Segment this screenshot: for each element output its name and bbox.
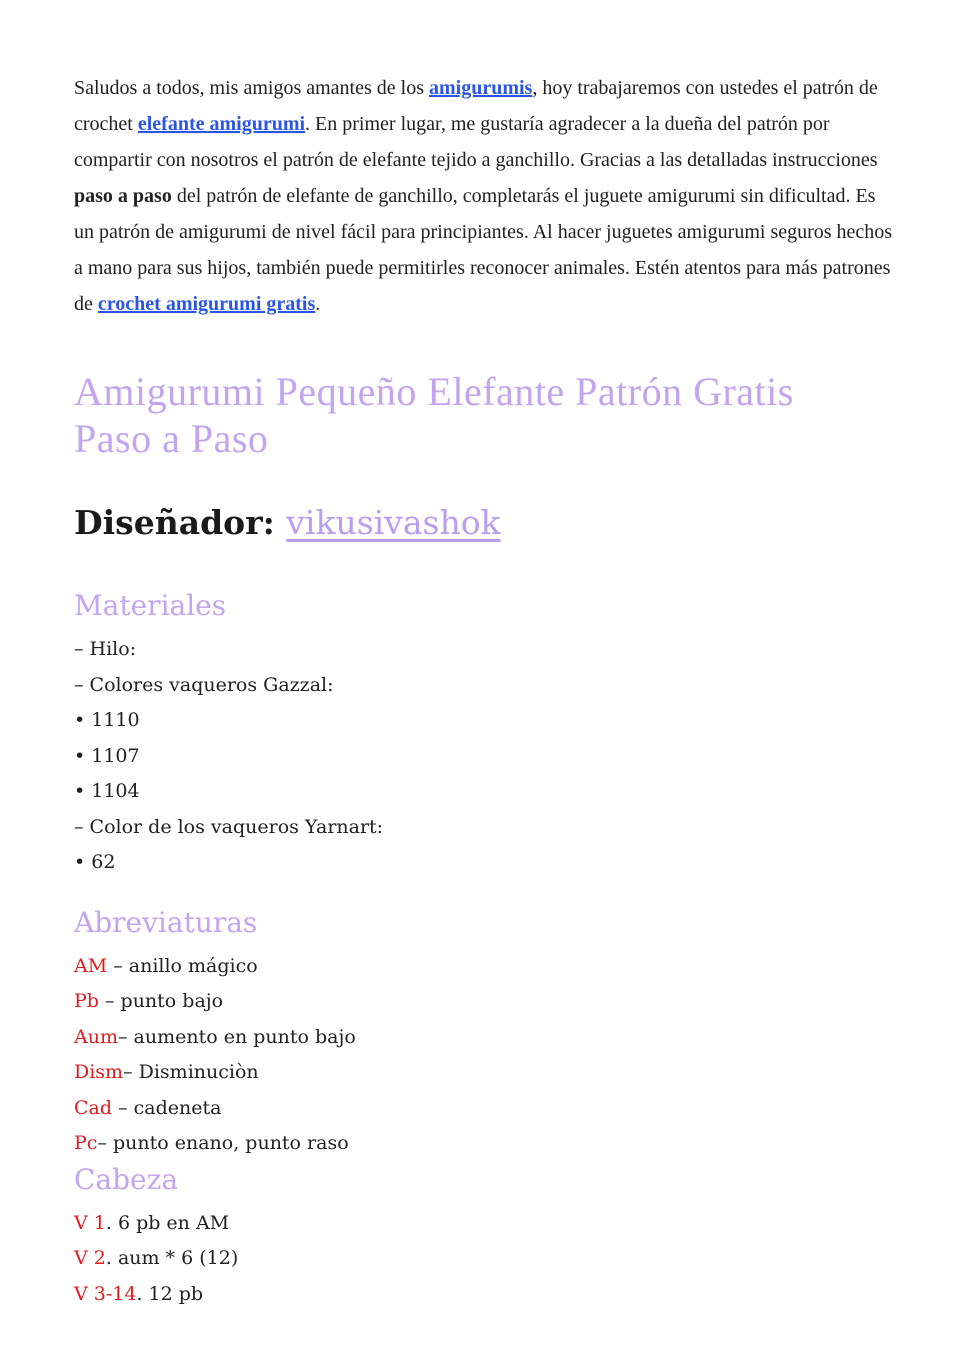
row-label: V 3-14 — [74, 1282, 137, 1305]
link-elefante-amigurumi[interactable]: elefante amigurumi — [137, 113, 306, 135]
materials-item: • 1110 — [74, 709, 140, 731]
abbreviation-row — [74, 1020, 893, 1056]
row-label: V 2 — [74, 1247, 106, 1269]
abbreviation-definition: – aumento en punto bajo — [117, 1025, 356, 1048]
abbreviation-definition: – punto bajo — [98, 990, 224, 1012]
abbreviation-definition: – cadeneta — [112, 1096, 222, 1119]
materials-item: – Color de los vaqueros Yarnart: — [74, 815, 384, 838]
link-amigurumis[interactable]: amigurumis — [428, 77, 533, 99]
abbreviation-row — [74, 984, 893, 1020]
materials-list — [74, 632, 893, 881]
abbreviation-term: Pb — [74, 990, 99, 1012]
materials-item: • 1104 — [74, 780, 140, 802]
head-section-heading: Cabeza — [74, 1162, 179, 1196]
intro-text: , hoy trabajaremos con ustedes el patrón de crochet — [74, 77, 878, 135]
abbreviation-row — [74, 1126, 893, 1162]
abbreviations-heading: Abreviaturas — [74, 905, 258, 939]
designer-link[interactable]: vikusivashok — [286, 503, 501, 542]
abbreviation-row — [74, 949, 893, 985]
materials-item: • 62 — [74, 851, 116, 873]
row-instruction: . 6 pb en AM — [105, 1211, 230, 1234]
page-title-line2: Paso a Paso — [74, 416, 269, 461]
materials-item: • 1107 — [74, 744, 140, 767]
head-section-rows — [74, 1206, 893, 1313]
row-instruction: . aum * 6 (12) — [105, 1247, 239, 1269]
page-title — [74, 368, 893, 462]
bold-paso-a-paso: paso a paso — [74, 185, 172, 207]
intro-text: . — [315, 293, 321, 315]
row-instruction: . 12 pb — [136, 1282, 204, 1305]
abbreviation-row — [74, 1055, 893, 1091]
pattern-row — [74, 1277, 893, 1313]
row-label: V 1 — [74, 1211, 106, 1234]
intro-text: Saludos a todos, mis amigos amantes de los — [74, 77, 429, 99]
abbreviation-row — [74, 1091, 893, 1127]
abbreviation-term: Pc — [74, 1132, 98, 1154]
abbreviation-term: AM — [74, 954, 108, 977]
designer-heading — [74, 502, 893, 544]
intro-text: . En primer lugar, me gustaría agradecer a la dueña del patrón por compartir con nosotros el patrón de elefante tejido a ganchillo. Gracias a las detalladas instrucciones — [74, 113, 878, 171]
abbreviation-definition: – Disminuciòn — [123, 1061, 259, 1083]
intro-text: del patrón de elefante de ganchillo, completarás el juguete amigurumi sin dificultad. Es un patrón de amigurumi de nivel fácil para principiantes. Al hacer juguetes amigurumi seguros hechos a mano para sus hijos, también puede permitirles reconocer animales. Estén atentos para más patrones de — [74, 185, 893, 315]
pattern-row — [74, 1241, 893, 1277]
abbreviation-term: Aum — [74, 1025, 118, 1048]
materials-heading: Materiales — [74, 589, 227, 622]
abbreviation-term: Dism — [74, 1061, 124, 1083]
pattern-row — [74, 1206, 893, 1242]
abbreviation-definition: – punto enano, punto raso — [97, 1132, 349, 1154]
materials-item: – Colores vaqueros Gazzal: — [74, 673, 334, 696]
abbreviation-definition: – anillo mágico — [107, 954, 258, 977]
designer-label: Diseñador: — [74, 503, 287, 542]
page-title-line1: Amigurumi Pequeño Elefante Patrón Gratis — [74, 369, 794, 414]
abbreviation-term: Cad — [74, 1096, 113, 1119]
link-crochet-amigurumi-gratis[interactable]: crochet amigurumi gratis — [97, 293, 316, 315]
intro-paragraph — [74, 70, 893, 322]
materials-item: – Hilo: — [74, 638, 137, 660]
abbreviations-list — [74, 949, 893, 1162]
